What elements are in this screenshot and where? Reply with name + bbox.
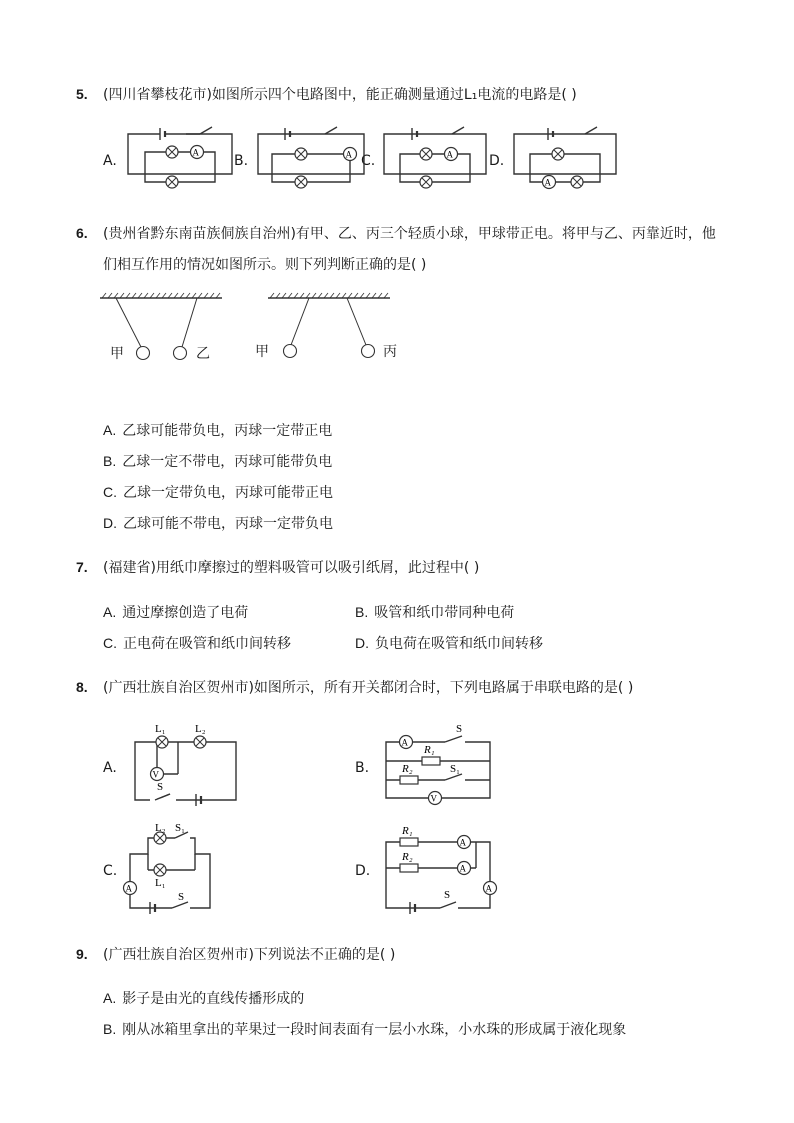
option-text: 乙球可能不带电，丙球一定带负电 (123, 516, 333, 532)
option-label: D. (103, 515, 117, 531)
q9-option-a (103, 988, 304, 1008)
option-label: D. (355, 635, 369, 651)
q7-option-b (355, 602, 514, 622)
question-number: 6. (76, 225, 88, 241)
question-text: (四川省攀枝花市)如图所示四个电路图中，能正确测量通过L₁电流的电路是( ) (103, 87, 577, 103)
ammeter-symbol: A (125, 883, 132, 894)
question-number: 5. (76, 86, 88, 102)
L2-label: L₂ (155, 822, 166, 834)
L2-label: L₂ (195, 723, 206, 735)
q8-circuit-d (386, 825, 497, 914)
q6-option-b (103, 451, 332, 471)
ammeter-symbol: A (192, 147, 199, 158)
q8-circuit-b (386, 723, 490, 805)
q8-circuit-figures (0, 718, 794, 918)
option-label: A. (103, 604, 117, 620)
ammeter-symbol: A (485, 883, 492, 894)
ammeter-symbol: A (345, 149, 352, 160)
q6-charged-balls-figure (0, 290, 794, 370)
q5-circuit-a (128, 127, 232, 188)
option-label: B. (103, 1021, 117, 1037)
question-number: 7. (76, 559, 88, 575)
q5-circuit-b (258, 127, 364, 188)
question-number: 9. (76, 946, 88, 962)
question-text: (广西壮族自治区贺州市)如图所示，所有开关都闭合时，下列电路属于串联电路的是( ) (103, 680, 634, 696)
ball-bing-label: 丙 (383, 343, 397, 359)
option-text: 乙球一定带负电，丙球可能带正电 (123, 485, 333, 501)
question-number: 8. (76, 679, 88, 695)
R1-label: R₁ (424, 744, 435, 756)
option-label: B. (355, 604, 369, 620)
option-text: 乙球一定不带电，丙球可能带负电 (122, 454, 333, 470)
option-label: B. (103, 453, 117, 469)
question-text-line2: 们相互作用的情况如图所示。则下列判断正确的是( ) (103, 257, 427, 273)
S-label: S (444, 889, 451, 901)
ammeter-symbol: A (459, 863, 466, 874)
q7-option-d (355, 633, 543, 653)
q8-label-d: D. (355, 863, 371, 879)
S1-label: S₁ (450, 763, 460, 775)
option-text: 刚从冰箱里拿出的苹果过一段时间表面有一层小水珠，小水珠的形成属于液化现象 (122, 1022, 627, 1038)
option-label: A. (103, 990, 117, 1006)
option-text: 负电荷在吸管和纸巾间转移 (375, 636, 543, 652)
ammeter-symbol: A (401, 737, 408, 748)
option-text: 吸管和纸巾带同种电荷 (374, 605, 515, 621)
question-text: (广西壮族自治区贺州市)下列说法不正确的是( ) (103, 947, 396, 963)
option-text: 正电荷在吸管和纸巾间转移 (123, 636, 291, 652)
option-text: 影子是由光的直线传播形成的 (122, 991, 305, 1007)
q5-circuit-c (384, 127, 486, 188)
ammeter-symbol: A (459, 837, 466, 848)
q5-label-d: D. (489, 153, 505, 169)
q5-circuit-d (514, 127, 616, 189)
ball-jia-label: 甲 (110, 345, 124, 361)
q7-option-a (103, 602, 248, 622)
question-text: (福建省)用纸巾摩擦过的塑料吸管可以吸引纸屑，此过程中( ) (103, 560, 480, 576)
q8-circuit-a (135, 723, 236, 806)
S-label: S (456, 723, 463, 735)
voltmeter-symbol: V (430, 793, 437, 804)
q8-circuit-c (124, 822, 211, 914)
R2-label: R₂ (402, 851, 413, 863)
option-text: 乙球可能带负电，丙球一定带正电 (122, 423, 333, 439)
S1-label: S₁ (175, 822, 185, 834)
R1-label: R₁ (402, 825, 413, 837)
q8-label-b: B. (355, 760, 370, 776)
q5-label-a: A. (103, 153, 117, 169)
option-label: A. (103, 422, 117, 438)
question-text-line1: (贵州省黔东南苗族侗族自治州)有甲、乙、丙三个轻质小球，甲球带正电。将甲与乙、丙靠近时，他 (103, 226, 716, 242)
q5-circuit-figures (0, 122, 794, 202)
ammeter-symbol: A (446, 149, 453, 160)
option-label: C. (103, 484, 117, 500)
ball-yi-label: 乙 (196, 345, 210, 361)
q8-label-c: C. (103, 863, 118, 879)
option-text: 通过摩擦创造了电荷 (122, 605, 249, 621)
q9-option-b (103, 1019, 626, 1039)
q6-option-a (103, 420, 332, 440)
q5-label-c: C. (361, 153, 376, 169)
ammeter-symbol: A (544, 177, 551, 188)
q6-option-d (103, 513, 333, 533)
S-label: S (157, 781, 164, 793)
q7-option-c (103, 633, 291, 653)
L1-label: L₁ (155, 723, 166, 735)
L1-label: L₁ (155, 877, 166, 889)
R2-label: R₂ (402, 763, 413, 775)
q6-option-c (103, 482, 333, 502)
option-label: C. (103, 635, 117, 651)
ball-jia-label-2: 甲 (255, 343, 269, 359)
q5-label-b: B. (234, 153, 249, 169)
q8-label-a: A. (103, 760, 117, 776)
S-label: S (178, 891, 185, 903)
voltmeter-symbol: V (152, 769, 159, 780)
